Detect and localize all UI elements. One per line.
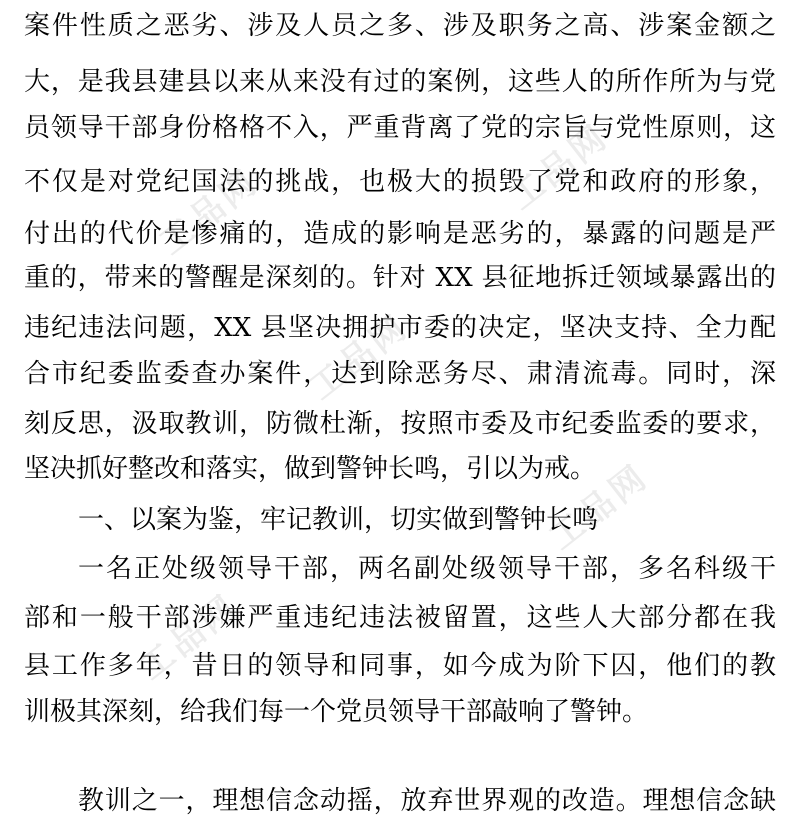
paragraph-line: 重的，带来的警醒是深刻的。针对 XX 县征地拆迁领域暴露出的 bbox=[24, 263, 776, 293]
watermark: 工品网 bbox=[131, 586, 247, 689]
watermark: 工品网 bbox=[501, 116, 617, 219]
paragraph-line: 案件性质之恶劣、涉及人员之多、涉及职务之高、涉案金额之 bbox=[24, 11, 776, 41]
paragraph-line: 违纪违法问题，XX 县坚决拥护市委的决定，坚决支持、全力配 bbox=[24, 313, 776, 343]
paragraph-line: 部和一般干部涉嫌严重违纪违法被留置，这些人大部分都在我 bbox=[24, 603, 776, 633]
watermark: 工品网 bbox=[541, 456, 657, 559]
paragraph-line: 坚决抓好整改和落实，做到警钟长鸣，引以为戒。 bbox=[24, 454, 597, 484]
paragraph-line: 付出的代价是惨痛的，造成的影响是恶劣的，暴露的问题是严 bbox=[24, 219, 776, 249]
paragraph-line: 员领导干部身份格格不入，严重背离了党的宗旨与党性原则，这 bbox=[24, 113, 776, 143]
watermark: 工品网 bbox=[301, 306, 417, 409]
paragraph-line: 合市纪委监委查办案件，达到除恶务尽、肃清流毒。同时，深 bbox=[24, 359, 776, 389]
paragraph-line: 不仅是对党纪国法的挑战，也极大的损毁了党和政府的形象， bbox=[24, 167, 776, 197]
watermark: 工品网 bbox=[151, 161, 267, 264]
paragraph-line: 刻反思，汲取教训，防微杜渐，按照市委及市纪委监委的要求， bbox=[24, 409, 776, 439]
paragraph-line: 训极其深刻，给我们每一个党员领导干部敲响了警钟。 bbox=[24, 697, 649, 727]
paragraph-line: 一名正处级领导干部，两名副处级领导干部，多名科级干 bbox=[78, 554, 776, 584]
paragraph-line: 县工作多年，昔日的领导和同事，如今成为阶下囚，他们的教 bbox=[24, 651, 776, 681]
paragraph-line: 大，是我县建县以来从来没有过的案例，这些人的所作所为与党 bbox=[24, 67, 776, 97]
section-heading: 一、以案为鉴，牢记教训，切实做到警钟长鸣 bbox=[78, 505, 599, 535]
paragraph-line: 教训之一，理想信念动摇，放弃世界观的改造。理想信念缺 bbox=[78, 786, 776, 816]
